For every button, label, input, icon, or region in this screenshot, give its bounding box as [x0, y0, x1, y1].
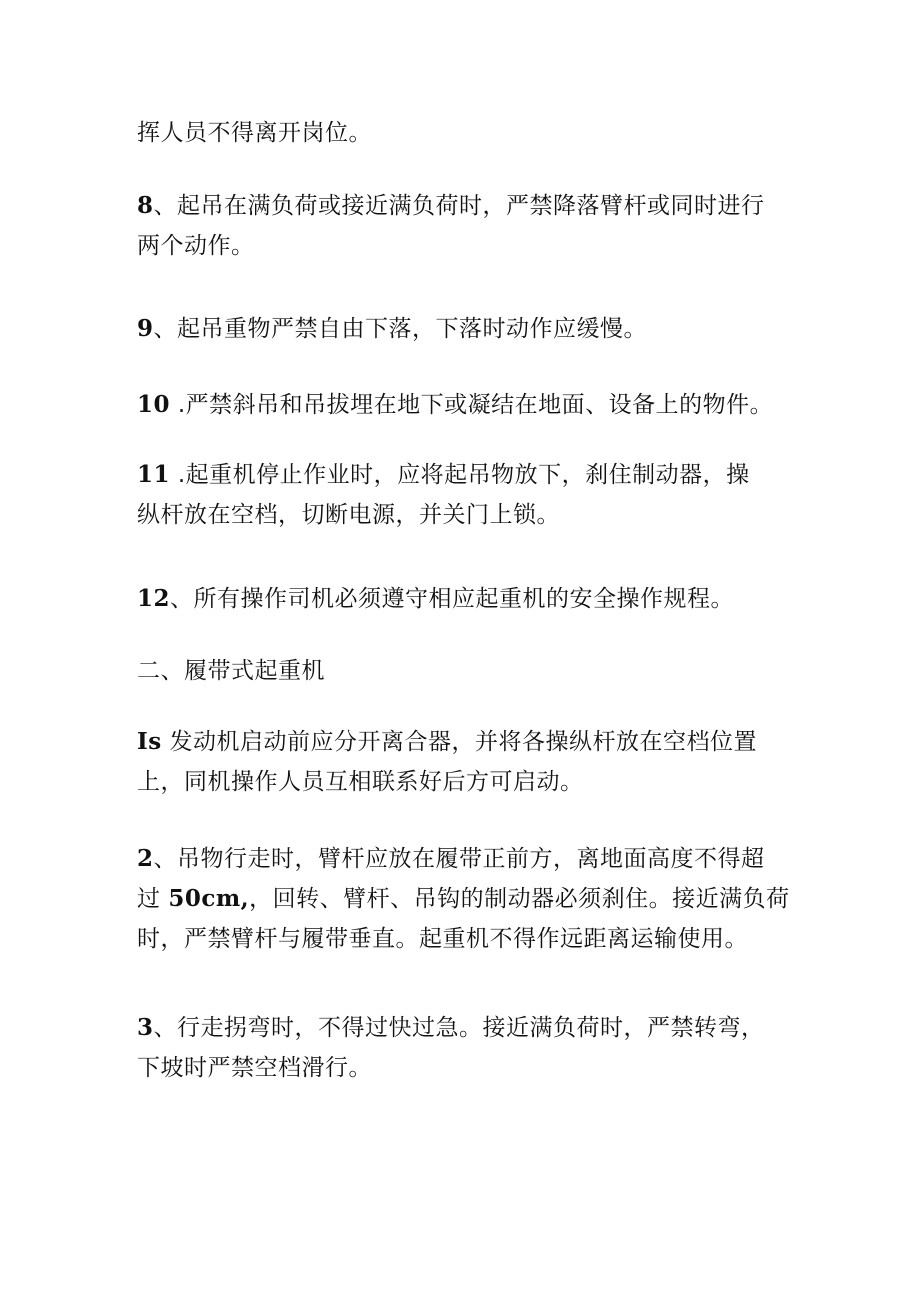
- paragraph-item-2: [137, 839, 797, 959]
- item-text: 、吊物行走时，臂杆应放在履带正前方，离地面高度不得超: [153, 846, 765, 872]
- text-line: [137, 722, 797, 762]
- text-line: [137, 385, 797, 425]
- text-line: [137, 839, 797, 879]
- paragraph-item-8: [137, 186, 797, 266]
- section-heading: [137, 651, 797, 691]
- item-text: ，回转、臂杆、吊钩的制动器必须刹住。接近满负荷: [249, 886, 790, 912]
- text-line: 挥人员不得离开岗位。: [137, 120, 372, 146]
- text-line: 时，严禁臂杆与履带垂直。起重机不得作远距离运输使用。: [137, 926, 748, 952]
- paragraph-item-12: [137, 579, 797, 619]
- item-text: 、所有操作司机必须遵守相应起重机的安全操作规程。: [170, 586, 735, 612]
- item-number: 12: [137, 585, 171, 612]
- text-line: 两个动作。: [137, 233, 255, 259]
- text-line: 纵杆放在空档，切断电源，并关门上锁。: [137, 502, 560, 528]
- item-text: .严禁斜吊和吊拔埋在地下或凝结在地面、设备上的物件。: [170, 392, 774, 418]
- text-line: 上，同机操作人员互相联系好后方可启动。: [137, 769, 584, 795]
- paragraph-item-1: [137, 722, 797, 802]
- item-text: 、起吊重物严禁自由下落，下落时动作应缓慢。: [153, 316, 648, 342]
- item-number: 2: [137, 845, 154, 872]
- text-line: [137, 579, 797, 619]
- item-text: 发动机启动前应分开离合器，并将各操纵杆放在空档位置: [161, 729, 758, 755]
- inline-measurement: 50cm,: [168, 885, 250, 912]
- item-number: 8: [137, 192, 154, 219]
- paragraph-item-10: [137, 385, 797, 425]
- text-line: [137, 455, 797, 495]
- text-line: [137, 1008, 797, 1048]
- text-line: [137, 309, 797, 349]
- paragraph-item-11: [137, 455, 797, 535]
- paragraph-item-9: [137, 309, 797, 349]
- item-number: 10: [137, 391, 171, 418]
- item-text: 、起吊在满负荷或接近满负荷时，严禁降落臂杆或同时进行: [153, 193, 765, 219]
- text-line: 下坡时严禁空档滑行。: [137, 1055, 372, 1081]
- item-text: .起重机停止作业时，应将起吊物放下，刹住制动器，操: [170, 462, 750, 488]
- item-number: Is: [137, 728, 162, 755]
- paragraph-item-3: [137, 1008, 797, 1088]
- text-line: [137, 186, 797, 226]
- text-line: [137, 879, 797, 919]
- paragraph-continuation: [137, 113, 797, 153]
- item-text: 、行走拐弯时，不得过快过急。接近满负荷时，严禁转弯，: [153, 1015, 765, 1041]
- item-number: 9: [137, 315, 154, 342]
- item-number: 11: [137, 461, 171, 488]
- item-number: 3: [137, 1014, 154, 1041]
- heading-text: 二、履带式起重机: [137, 658, 325, 684]
- item-text: 过: [137, 886, 169, 912]
